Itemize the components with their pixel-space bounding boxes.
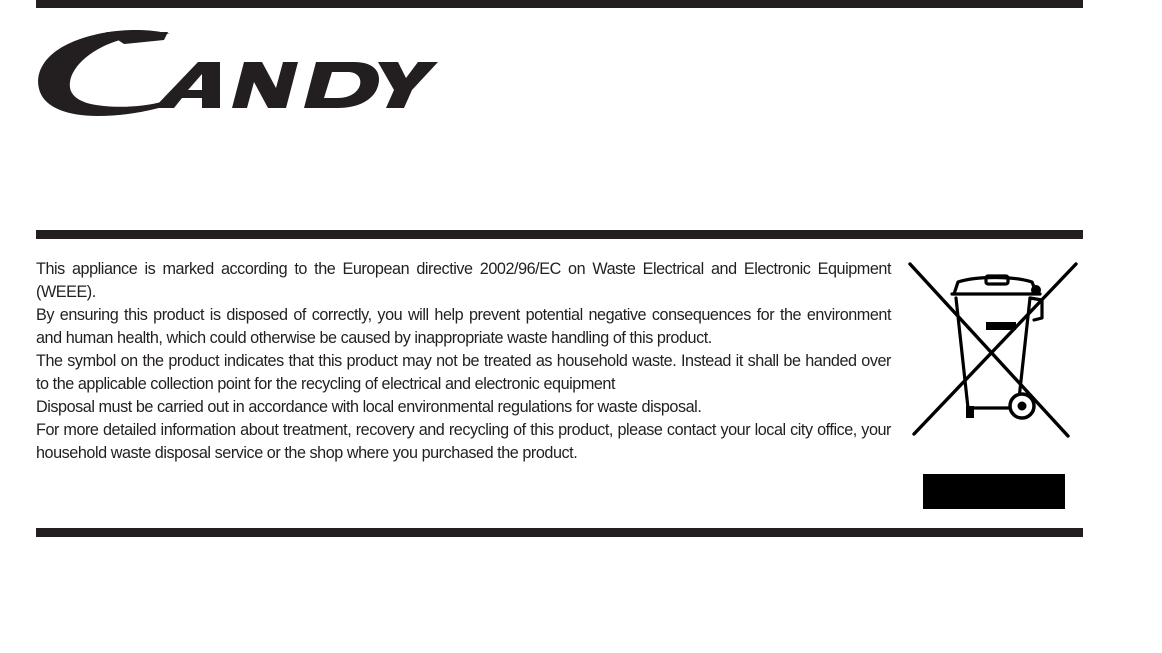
weee-notice (36, 258, 891, 465)
section-top-divider (36, 230, 1083, 239)
weee-paragraph-consequences: By ensuring this product is disposed of correctly, you will help prevent potential negative consequences for the environment and human health, which could otherwise be caused by inappropriate waste handling of this product. (36, 306, 891, 347)
crossed-out-wheelie-bin-icon (906, 258, 1082, 440)
top-divider (36, 0, 1083, 8)
weee-paragraph-contact: For more detailed information about treatment, recovery and recycling of this product, please contact your local city office, your household waste disposal service or the shop where you purchased the product. (36, 421, 891, 462)
candy-logo (36, 28, 438, 118)
section-bottom-divider (36, 528, 1083, 537)
weee-black-bar (923, 474, 1065, 509)
weee-paragraph-directive: This appliance is marked according to the European directive 2002/96/EC on Waste Electrical and Electronic Equipment (WEEE). (36, 260, 891, 301)
weee-paragraph-disposal: Disposal must be carried out in accordance with local environmental regulations for waste disposal. (36, 398, 702, 416)
weee-paragraph-symbol: The symbol on the product indicates that this product may not be treated as household waste. Instead it shall be handed over to the applicable collection point for the recycling of electrical and electronic equipment (36, 352, 891, 393)
